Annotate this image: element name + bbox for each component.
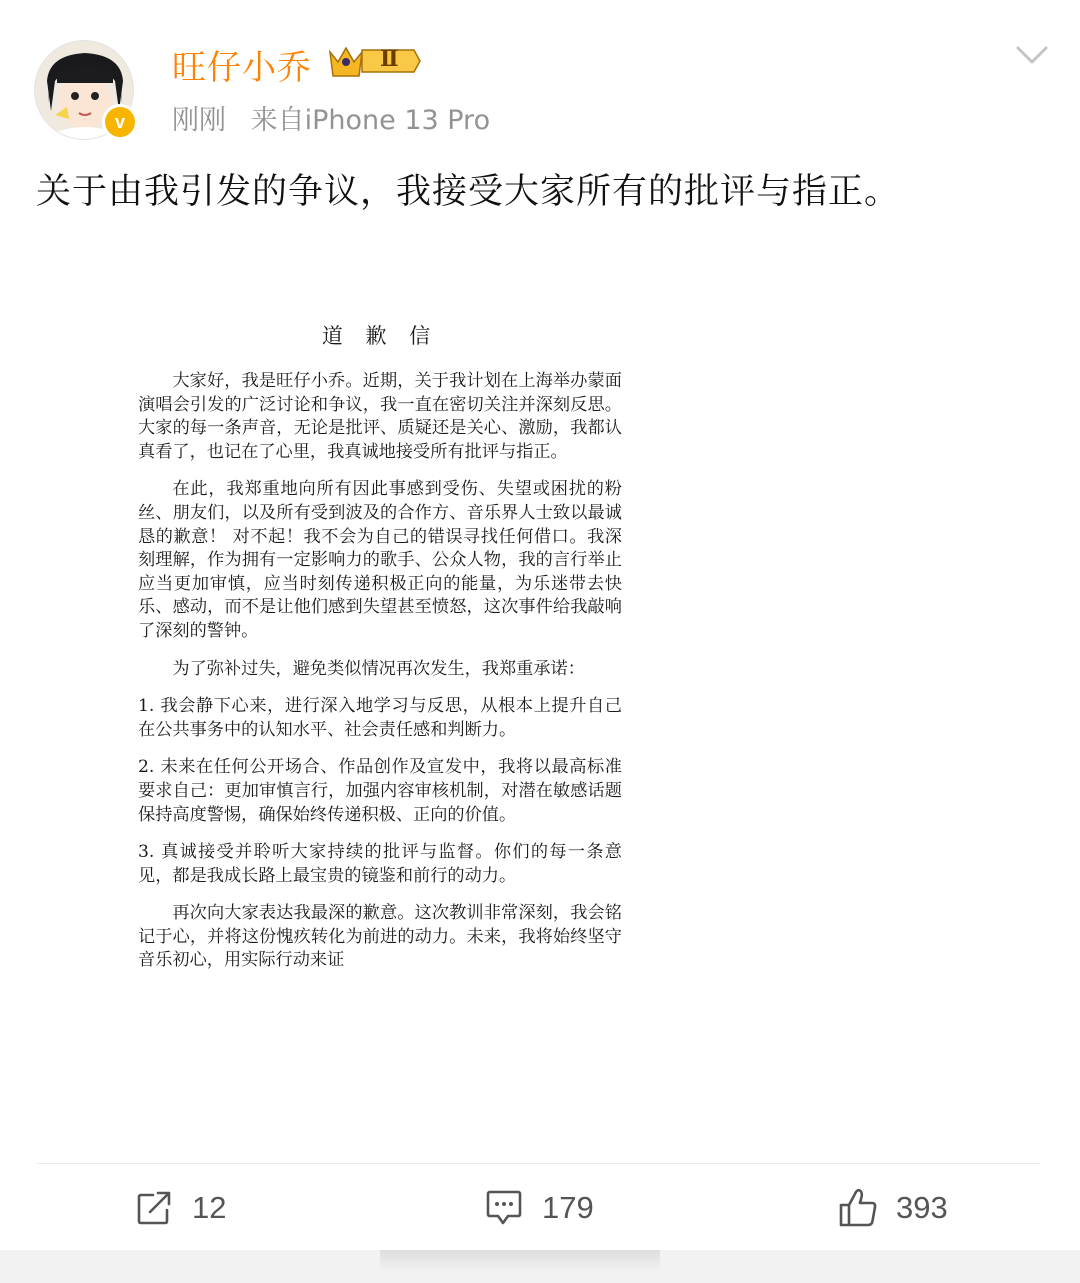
comment-icon [484,1189,524,1227]
repost-count: 12 [192,1190,227,1225]
chevron-down-icon [1012,40,1052,70]
letter-paragraph: 大家好，我是旺仔小乔。近期，关于我计划在上海举办蒙面演唱会引发的广泛讨论和争议，我一直在密切关注并深刻反思。大家的每一条声音，无论是批评、质疑还是关心、激励，我都认真看了，也记在了心里，我真诚地接受所有批评与指正。 [138,371,622,462]
repost-button[interactable] [136,1186,226,1230]
repost-icon [136,1190,174,1226]
letter-paragraph: 2. 未来在任何公开场合、作品创作及宣发中，我将以最高标准要求自己：更加审慎言行，加强内容审核机制，对潜在敏感话题保持高度警惕，确保始终传递积极、正向的价值。 [138,757,622,825]
comment-count: 179 [542,1190,594,1225]
like-count: 393 [896,1190,948,1225]
letter-paragraph: 为了弥补过失，避免类似情况再次发生，我郑重承诺： [172,658,585,679]
post-text: 关于由我引发的争议，我接受大家所有的批评与指正。 [36,172,901,212]
vip-level-text: Ⅱ [380,46,399,72]
letter-paragraph: 再次向大家表达我最深的歉意。这次教训非常深刻，我会铭记于心，并将这份愧疚转化为前进的动力。未来，我将始终坚守音乐初心，用实际行动来证 [138,903,622,971]
divider [36,1163,1040,1164]
vip-level-badge[interactable] [326,40,422,82]
crown-icon [326,40,422,82]
more-menu-button[interactable] [1012,40,1052,70]
post-source: 来自iPhone 13 Pro [250,105,491,136]
letter-title: 道 歉 信 [321,324,439,348]
user-avatar[interactable] [34,40,138,144]
post-time: 刚刚 [172,105,226,136]
like-button[interactable] [838,1186,948,1230]
letter-paragraph: 在此，我郑重地向所有因此事感到受伤、失望或困扰的粉丝、朋友们，以及所有受到波及的合作方、音乐界人士致以最诚恳的歉意！ 对不起！我不会为自己的错误寻找任何借口。我深刻理解，作为拥有一定影响力的歌手、公众人物，我的言行举止应当更加审慎，应当时刻传递积极正向的能量，为乐迷带去快乐、感动，而不是让他们感到失望甚至愤怒，这次事件给我敲响了深刻的警钟。 [138,479,622,641]
comment-button[interactable] [484,1186,594,1230]
post-meta [172,98,490,137]
attached-image-letter[interactable] [120,300,640,1132]
letter-paragraph: 3. 真诚接受并聆听大家持续的批评与监督。你们的每一条意见，都是我成长路上最宝贵的镜鉴和前行的动力。 [138,842,622,886]
verified-badge-icon [102,104,138,140]
post-header [0,0,1080,150]
letter-paragraph: 1. 我会静下心来，进行深入地学习与反思，从根本上提升自己在公共事务中的认知水平、社会责任感和判断力。 [138,696,622,740]
verified-mark: v [114,111,125,132]
username[interactable]: 旺仔小乔 [172,48,312,88]
like-icon [838,1188,878,1228]
bottom-shadow [380,1250,660,1272]
